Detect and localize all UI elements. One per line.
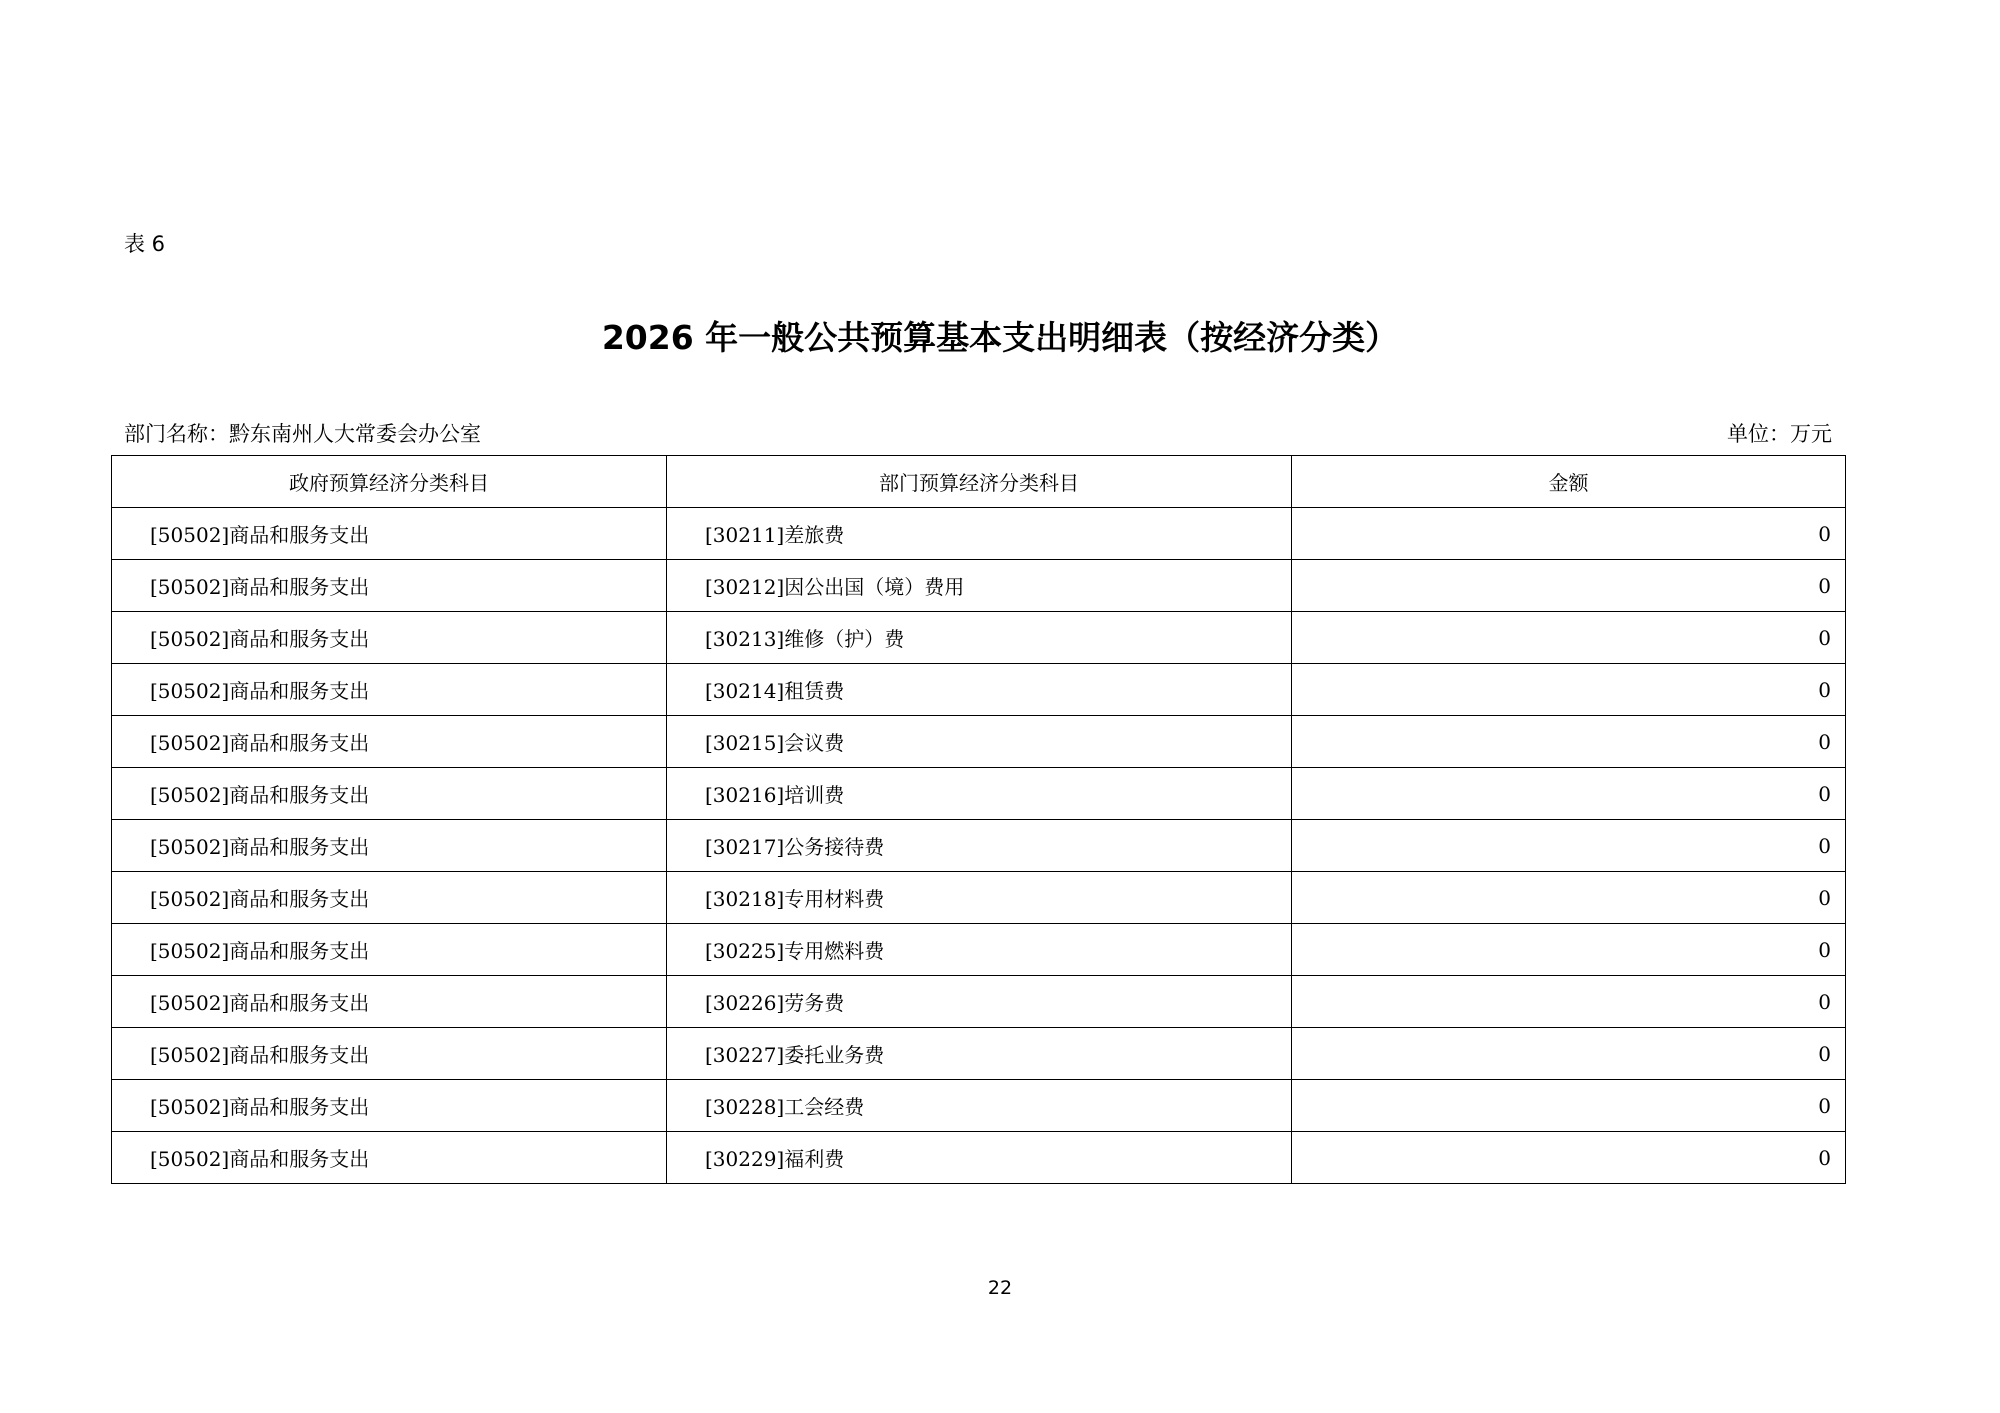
- gov-category-cell: [50502]商品和服务支出: [112, 976, 667, 1028]
- dept-category-cell: [30216]培训费: [667, 768, 1292, 820]
- unit-label: 单位：万元: [1727, 422, 1832, 446]
- amount-cell: 0: [1292, 820, 1846, 872]
- amount-cell: 0: [1292, 1080, 1846, 1132]
- dept-category-cell: [30211]差旅费: [667, 508, 1292, 560]
- table-row: [112, 924, 1846, 976]
- amount-cell: 0: [1292, 872, 1846, 924]
- table-header-row: [112, 456, 1846, 508]
- amount-cell: 0: [1292, 664, 1846, 716]
- dept-category-cell: [30227]委托业务费: [667, 1028, 1292, 1080]
- gov-category-cell: [50502]商品和服务支出: [112, 716, 667, 768]
- amount-cell: 0: [1292, 716, 1846, 768]
- dept-category-cell: [30215]会议费: [667, 716, 1292, 768]
- dept-category-cell: [30228]工会经费: [667, 1080, 1292, 1132]
- gov-category-cell: [50502]商品和服务支出: [112, 924, 667, 976]
- table-row: [112, 612, 1846, 664]
- gov-category-cell: [50502]商品和服务支出: [112, 1028, 667, 1080]
- table-row: [112, 664, 1846, 716]
- amount-cell: 0: [1292, 1132, 1846, 1184]
- page-number: 22: [987, 1277, 1013, 1299]
- dept-category-cell: [30214]租赁费: [667, 664, 1292, 716]
- amount-cell: 0: [1292, 768, 1846, 820]
- dept-category-cell: [30217]公务接待费: [667, 820, 1292, 872]
- table-label: 表 6: [124, 232, 166, 256]
- amount-cell: 0: [1292, 1028, 1846, 1080]
- table-row: [112, 508, 1846, 560]
- page-title: 2026 年一般公共预算基本支出明细表（按经济分类）: [601, 318, 1399, 357]
- amount-cell: 0: [1292, 560, 1846, 612]
- gov-category-cell: [50502]商品和服务支出: [112, 768, 667, 820]
- dept-category-cell: [30213]维修（护）费: [667, 612, 1292, 664]
- amount-cell: 0: [1292, 976, 1846, 1028]
- header-gov-category: 政府预算经济分类科目: [112, 456, 667, 508]
- gov-category-cell: [50502]商品和服务支出: [112, 1080, 667, 1132]
- gov-category-cell: [50502]商品和服务支出: [112, 664, 667, 716]
- amount-cell: 0: [1292, 924, 1846, 976]
- gov-category-cell: [50502]商品和服务支出: [112, 508, 667, 560]
- gov-category-cell: [50502]商品和服务支出: [112, 560, 667, 612]
- gov-category-cell: [50502]商品和服务支出: [112, 612, 667, 664]
- table-row: [112, 1028, 1846, 1080]
- table-row: [112, 1132, 1846, 1184]
- dept-category-cell: [30225]专用燃料费: [667, 924, 1292, 976]
- gov-category-cell: [50502]商品和服务支出: [112, 1132, 667, 1184]
- amount-cell: 0: [1292, 612, 1846, 664]
- table-row: [112, 820, 1846, 872]
- table-row: [112, 976, 1846, 1028]
- header-amount: 金额: [1292, 456, 1846, 508]
- dept-category-cell: [30212]因公出国（境）费用: [667, 560, 1292, 612]
- department-name: 部门名称：黔东南州人大常委会办公室: [124, 422, 481, 446]
- gov-category-cell: [50502]商品和服务支出: [112, 820, 667, 872]
- table-row: [112, 716, 1846, 768]
- table-row: [112, 1080, 1846, 1132]
- table-row: [112, 768, 1846, 820]
- dept-category-cell: [30229]福利费: [667, 1132, 1292, 1184]
- table-row: [112, 872, 1846, 924]
- dept-category-cell: [30218]专用材料费: [667, 872, 1292, 924]
- amount-cell: 0: [1292, 508, 1846, 560]
- table-row: [112, 560, 1846, 612]
- gov-category-cell: [50502]商品和服务支出: [112, 872, 667, 924]
- dept-category-cell: [30226]劳务费: [667, 976, 1292, 1028]
- header-dept-category: 部门预算经济分类科目: [667, 456, 1292, 508]
- budget-table: [111, 455, 1846, 1184]
